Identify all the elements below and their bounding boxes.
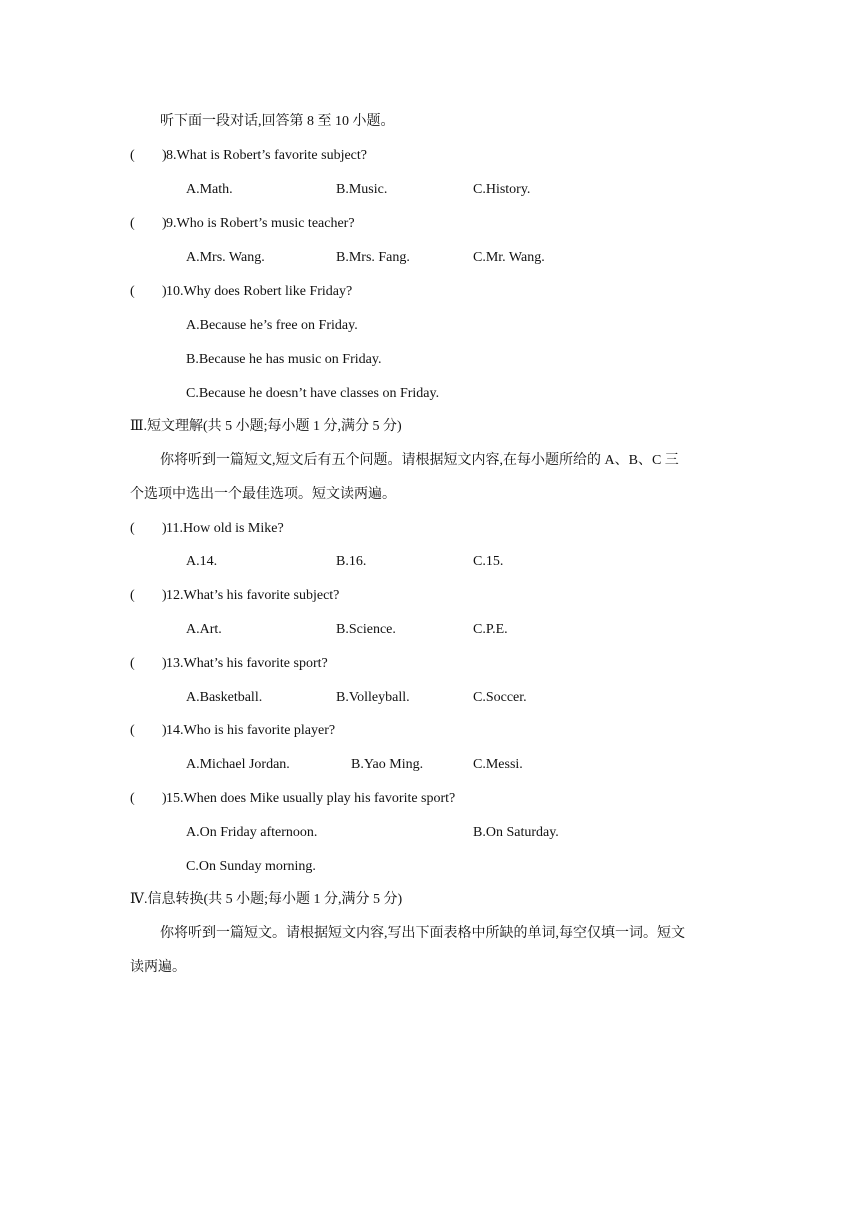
- option-15-c: C.On Sunday morning.: [186, 859, 316, 874]
- option-c: C.Mr. Wang.: [473, 250, 545, 265]
- answer-bracket-close: ): [162, 521, 167, 536]
- answer-bracket-open[interactable]: (: [130, 656, 135, 671]
- option-a: A.On Friday afternoon.: [186, 825, 318, 840]
- option-a: A.14.: [186, 554, 218, 569]
- option-a: A.Michael Jordan.: [186, 757, 290, 772]
- section-4-heading: Ⅳ.信息转换(共 5 小题;每小题 1 分,满分 5 分): [130, 892, 403, 907]
- answer-bracket-open[interactable]: (: [130, 284, 135, 299]
- question-text: 12.What’s his favorite subject?: [166, 588, 340, 603]
- question-text: 15.When does Mike usually play his favorite sport?: [166, 791, 456, 806]
- question-text: 8.What is Robert’s favorite subject?: [166, 148, 367, 163]
- option-a: A.Math.: [186, 182, 233, 197]
- option-c: C.Soccer.: [473, 690, 527, 705]
- section-4-instruction: 你将听到一篇短文。请根据短文内容,写出下面表格中所缺的单词,每空仅填一词。短文: [160, 926, 685, 941]
- answer-bracket-close: ): [162, 216, 167, 231]
- option-a: A.Basketball.: [186, 690, 263, 705]
- option-c: C.P.E.: [473, 622, 508, 637]
- option-c: C.History.: [473, 182, 531, 197]
- answer-bracket-open[interactable]: (: [130, 588, 135, 603]
- answer-bracket-close: ): [162, 656, 167, 671]
- option-c: C.Messi.: [473, 757, 523, 772]
- option-b: B.On Saturday.: [473, 825, 559, 840]
- option-b: B.16.: [336, 554, 367, 569]
- answer-bracket-close: ): [162, 588, 167, 603]
- answer-bracket-close: ): [162, 284, 167, 299]
- option-10-c: C.Because he doesn’t have classes on Friday.: [186, 386, 440, 401]
- answer-bracket-close: ): [162, 148, 167, 163]
- option-a: A.Mrs. Wang.: [186, 250, 265, 265]
- answer-bracket-open[interactable]: (: [130, 723, 135, 738]
- section-3-heading: Ⅲ.短文理解(共 5 小题;每小题 1 分,满分 5 分): [130, 419, 402, 434]
- section-3-instruction: 你将听到一篇短文,短文后有五个问题。请根据短文内容,在每小题所给的 A、B、C 三: [160, 453, 679, 468]
- option-c: C.15.: [473, 554, 504, 569]
- question-text: 11.How old is Mike?: [166, 521, 284, 536]
- option-b: B.Science.: [336, 622, 396, 637]
- answer-bracket-close: ): [162, 791, 167, 806]
- answer-bracket-open[interactable]: (: [130, 148, 135, 163]
- option-b: B.Mrs. Fang.: [336, 250, 410, 265]
- answer-bracket-open[interactable]: (: [130, 791, 135, 806]
- intro-line: 听下面一段对话,回答第 8 至 10 小题。: [160, 114, 395, 129]
- option-10-b: B.Because he has music on Friday.: [186, 352, 382, 367]
- answer-bracket-open[interactable]: (: [130, 216, 135, 231]
- answer-bracket-open[interactable]: (: [130, 521, 135, 536]
- question-text: 13.What’s his favorite sport?: [166, 656, 328, 671]
- option-a: A.Art.: [186, 622, 222, 637]
- option-b: B.Volleyball.: [336, 690, 410, 705]
- section-3-instruction-cont: 个选项中选出一个最佳选项。短文读两遍。: [130, 487, 396, 502]
- question-text: 9.Who is Robert’s music teacher?: [166, 216, 355, 231]
- answer-bracket-close: ): [162, 723, 167, 738]
- question-text: 14.Who is his favorite player?: [166, 723, 336, 738]
- section-4-instruction-cont: 读两遍。: [130, 960, 186, 975]
- option-b: B.Yao Ming.: [351, 757, 424, 772]
- question-text: 10.Why does Robert like Friday?: [166, 284, 353, 299]
- option-10-a: A.Because he’s free on Friday.: [186, 318, 358, 333]
- option-b: B.Music.: [336, 182, 388, 197]
